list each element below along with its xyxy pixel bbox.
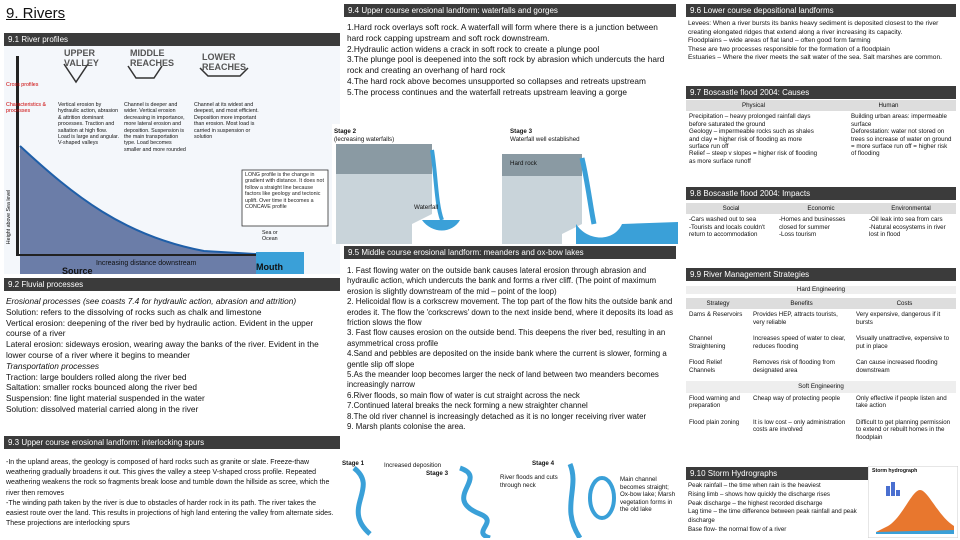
- waterfall-step: 2.Hydraulic action widens a crack in soft rock to create a plunge pool: [347, 43, 600, 54]
- characteristics-label: Characteristics & processes: [6, 102, 47, 115]
- hydro-line: Rising limb – shows how quickly the discharge rises: [688, 490, 831, 498]
- waterfall-step: 5.The process continues and the waterfall retreats upstream leaving a gorge: [347, 86, 627, 97]
- soft-engineering-label: Soft Engineering: [798, 383, 844, 391]
- human-heading: Human: [821, 100, 956, 111]
- hydro-line: Base flow- the normal flow of a river: [688, 525, 787, 533]
- stage3-meander-note: River floods and cuts through neck: [500, 474, 558, 489]
- fluvial-header: 9.2 Fluvial processes: [4, 278, 340, 291]
- hydro-line: Peak discharge – the highest recorded discharge: [688, 499, 823, 507]
- river-profiles-header: 9.1 River profiles: [4, 33, 340, 46]
- benefit-cell: It is low cost – only administration costs are involved: [753, 418, 846, 434]
- waterfalls-header: 9.4 Upper course erosional landform: waterfalls and gorges: [344, 4, 676, 17]
- lower-characteristics: Channel at its widest and deepest, and most efficient. Deposition more important than erosion. Most load is carried in suspension or solution: [194, 102, 259, 141]
- lower-dep-header: 9.6 Lower course depositional landforms: [686, 4, 956, 17]
- erosional-heading: Erosional processes (see coasts 7.4 for hydraulic action, abrasion and attrition): [6, 296, 297, 306]
- spurs-line: -The winding path taken by the river is due to obstacles of harder rock in its path. The river takes the easiest route over the land. This results in projections of high land entering the valley from alternate sides. These projections are interlocking spurs: [6, 499, 334, 528]
- dep-line: Floodplains – wide areas of flat land – often good form farming: [688, 37, 871, 45]
- sea-label: Sea or Ocean: [262, 230, 278, 243]
- stage2-note: (lecreasing waterfalls): [334, 136, 395, 143]
- dep-line: Estuaries – Where the river meets the salt water of the sea. Salt marshes are common.: [688, 54, 942, 62]
- meander-step: 8.The old river channel is increasingly detached as it is no longer receiving river water: [347, 411, 647, 421]
- hydrograph-header: 9.10 Storm Hydrographs: [686, 467, 956, 480]
- spurs-text: [6, 458, 338, 529]
- upper-characteristics: Vertical erosion by hydraulic action, abrasion & attrition dominant processes. Traction and saltation at high flow. Load is large and angular. V-shaped valleys: [58, 102, 119, 147]
- meander-step: 4.Sand and pebbles are deposited on the inside bank where the current is slower, forming a gentle slip off slope: [347, 349, 667, 369]
- hydrograph-graphic: [868, 466, 958, 538]
- cost-cell: Visually unattractive, expensive to put in place: [856, 335, 950, 350]
- fluvial-line: Solution: refers to the dissolving of rocks such as chalk and limestone: [6, 306, 262, 317]
- river-profile-diagram: [4, 46, 340, 274]
- meander-step: 2. Helicoidal flow is a corkscrew movement. The top part of the flow hits the outside bank and erodes it. The flow the 'corkscrews' down to the next inside bend, where it deposits its load as friction slows the flow: [347, 297, 674, 328]
- page-title: 9. Rivers: [6, 5, 66, 22]
- meander-step: 7.Continued lateral breaks the neck forming a new straighter channel: [347, 401, 588, 411]
- waterfall-step: 4.The hard rock above becomes unsupported so collapses and retreats upstream: [347, 75, 646, 86]
- stage2-label: Stage 2: [334, 128, 357, 135]
- costs-col: Costs: [896, 300, 913, 307]
- environmental-impacts: -Oil leak into sea from cars -Natural ecosystems in river lost in flood: [869, 216, 946, 239]
- transport-line: Traction: large boulders rolled along the river bed: [6, 371, 187, 382]
- hydro-line: Peak rainfall – the time when rain is the heaviest: [688, 482, 821, 489]
- long-profile-note: LONG profile is the change in gradient with distance. It does not follow a straight line because factors like geology and tectonic uplift. Over time it becomes a CONCAVE profile: [245, 172, 324, 211]
- hard-engineering-label: Hard Engineering: [686, 286, 956, 294]
- transport-line: Suspension: fine light material suspended in the water: [6, 393, 205, 404]
- strategy-cell: Flood Relief Channels: [689, 359, 723, 374]
- stage1-label: Stage 1: [342, 460, 365, 467]
- x-axis-label: Increasing distance downstream: [96, 260, 197, 267]
- benefit-cell: Cheap way of protecting people: [753, 394, 841, 402]
- economic-heading: Economic: [807, 205, 835, 212]
- benefits-col: Benefits: [790, 300, 813, 307]
- impacts-table: [686, 203, 956, 241]
- meander-step: 6.River floods, so main flow of water is cut straight across the neck: [347, 390, 580, 400]
- hydrograph-title: Storm hydrograph: [872, 468, 918, 474]
- physical-heading: Physical: [686, 100, 821, 111]
- hard-rock-label: Hard rock: [510, 160, 537, 167]
- stage4-label: Stage 4: [532, 460, 555, 467]
- lower-dep-text: [688, 20, 956, 63]
- transport-line: Solution: dissolved material carried along in the river: [6, 403, 199, 414]
- stage3-label: Stage 3: [510, 128, 533, 135]
- stage4-note: Main channel becomes straight; Ox-bow lake; Marsh vegetation forms in the old lake: [620, 476, 676, 514]
- fluvial-text: [6, 296, 338, 415]
- transport-heading: Transportation processes: [6, 360, 99, 371]
- oxbow-diagram: [340, 458, 678, 538]
- dep-line: Levees: When a river bursts its banks heavy sediment is deposited closest to the river creating elongated ridges that extend along a river increasing its capacity.: [688, 20, 939, 36]
- meander-step: 5.As the meander loop becomes larger the neck of land between two meanders becomes increasingly narrow: [347, 370, 659, 390]
- cost-cell: Only effective if people listen and take action: [856, 394, 947, 410]
- cost-cell: Difficult to get planning permission to extend or rebuilt homes in the floodplain: [856, 418, 951, 441]
- stage3-meander-label: Stage 3: [426, 470, 449, 477]
- management-header: 9.9 River Management Strategies: [686, 268, 956, 281]
- hydrograph-text: [688, 482, 868, 535]
- dep-line: These are two processes responsible for the formation of a floodplain: [688, 45, 890, 53]
- hydrograph-graph: [868, 466, 958, 538]
- hydro-line: Lag time – the time difference between peak rainfall and peak discharge: [688, 508, 857, 525]
- economic-impacts: -Homes and businesses closed for summer -Loss tourism: [779, 216, 846, 239]
- impacts-header: 9.8 Boscastle flood 2004: Impacts: [686, 187, 956, 200]
- meander-step: 3. Fast flow causes erosion on the outside bend. This deepens the river bed, resulting in an asymmetrical cross profile: [347, 328, 666, 348]
- stage1-note: Increased deposition: [384, 462, 442, 469]
- source-label: Source: [62, 266, 93, 274]
- waterfall-diagram: [332, 124, 678, 244]
- benefit-cell: Provides HEP, attracts tourists, very reliable: [753, 311, 838, 326]
- physical-causes: Precipitation – heavy prolonged rainfall days before saturated the ground Geology – impermeable rocks such as shales and clay = higher risk of flooding as more surface run off Relief – steep v slopes = higher risk of flooding as more surface runoff: [689, 113, 818, 165]
- benefit-cell: Increases speed of water to clear, reduces flooding: [753, 335, 846, 350]
- environmental-heading: Environmental: [891, 205, 931, 212]
- middle-reaches-label: MIDDLE REACHES: [130, 48, 175, 68]
- lower-reaches-label: LOWER REACHES: [202, 52, 247, 72]
- human-causes: Building urban areas: impermeable surface Deforestation: water not stored on trees so increase of water on ground = more surface run off = higher risk of flooding: [851, 113, 952, 158]
- waterfall-label: Waterfall: [414, 204, 439, 211]
- meanders-header: 9.5 Middle course erosional landform: meanders and ox-bow lakes: [344, 246, 676, 259]
- meander-step: 1. Fast flowing water on the outside bank causes lateral erosion through abrasion and hydraulic action, which undercuts the bank and forms a river cliff. (The point of maximum erosion is slightly downstream of the mid – point of the loop): [347, 266, 657, 296]
- spurs-header: 9.3 Upper course erosional landform: interlocking spurs: [4, 436, 340, 449]
- waterfall-step: 3.The plunge pool is deepened into the soft rock by abrasion which undercuts the hard rock and creating an overhang of hard rock: [347, 54, 665, 76]
- cost-cell: Can cause increased flooding downstream: [856, 359, 938, 374]
- fluvial-line: Lateral erosion: sideways erosion, wearing away the banks of the river. Evident in the lower course of a river where it begins to meander: [6, 339, 319, 360]
- mouth-label: Mouth: [256, 262, 283, 272]
- strategy-cell: Channel Straightening: [689, 335, 726, 350]
- stage3-note: Waterfall well established: [510, 136, 580, 143]
- cost-cell: Very expensive, dangerous if it bursts: [856, 311, 941, 326]
- cross-profiles-label: Cross profiles: [6, 82, 39, 88]
- y-axis-label: Height above Sea level: [5, 189, 12, 245]
- benefit-cell: Removes risk of flooding from designated area: [753, 359, 835, 374]
- causes-table: [686, 100, 956, 189]
- causes-header: 9.7 Boscastle flood 2004: Causes: [686, 86, 956, 99]
- strategy-col: Strategy: [706, 300, 730, 307]
- upper-valley-label: UPPER VALLEY: [64, 48, 99, 68]
- strategy-cell: Dams & Reservoirs: [689, 311, 743, 319]
- fluvial-line: Vertical erosion: deepening of the river bed by hydraulic action. Evident in the upper course of a river: [6, 317, 314, 339]
- waterfalls-text: [347, 22, 675, 98]
- spurs-line: -In the upland areas, the geology is composed of hard rocks such as granite or slate. Freeze-thaw weathering gradually broadens it out. This gives the valley a steep V-shaped cross profile. Repeated weathering weakens the rock so fragments break loose and tumble down the hillside as scree, which the river then removes: [6, 459, 330, 497]
- strategy-cell: Flood warning and preparation: [689, 394, 740, 410]
- strategy-cell: Flood plain zoning: [689, 418, 740, 426]
- meander-step: 9. Marsh plants colonise the area.: [347, 422, 466, 432]
- transport-line: Saltation: smaller rocks bounced along the river bed: [6, 382, 197, 393]
- management-table: [686, 298, 956, 445]
- social-impacts: -Cars washed out to sea -Tourists and locals couldn't return to accommodation: [689, 216, 765, 239]
- social-heading: Social: [722, 205, 740, 212]
- middle-characteristics: Channel is deeper and wider. Vertical erosion decreasing in importance, more lateral erosion and deposition. Suspension is the main transportation type. Load becomes smaller and more rounded: [124, 102, 186, 153]
- waterfall-step: 1.Hard rock overlays soft rock. A waterfall will form where there is a junction between hard rock capping upstream and soft rock downstream.: [347, 22, 658, 43]
- meanders-text: [347, 266, 677, 433]
